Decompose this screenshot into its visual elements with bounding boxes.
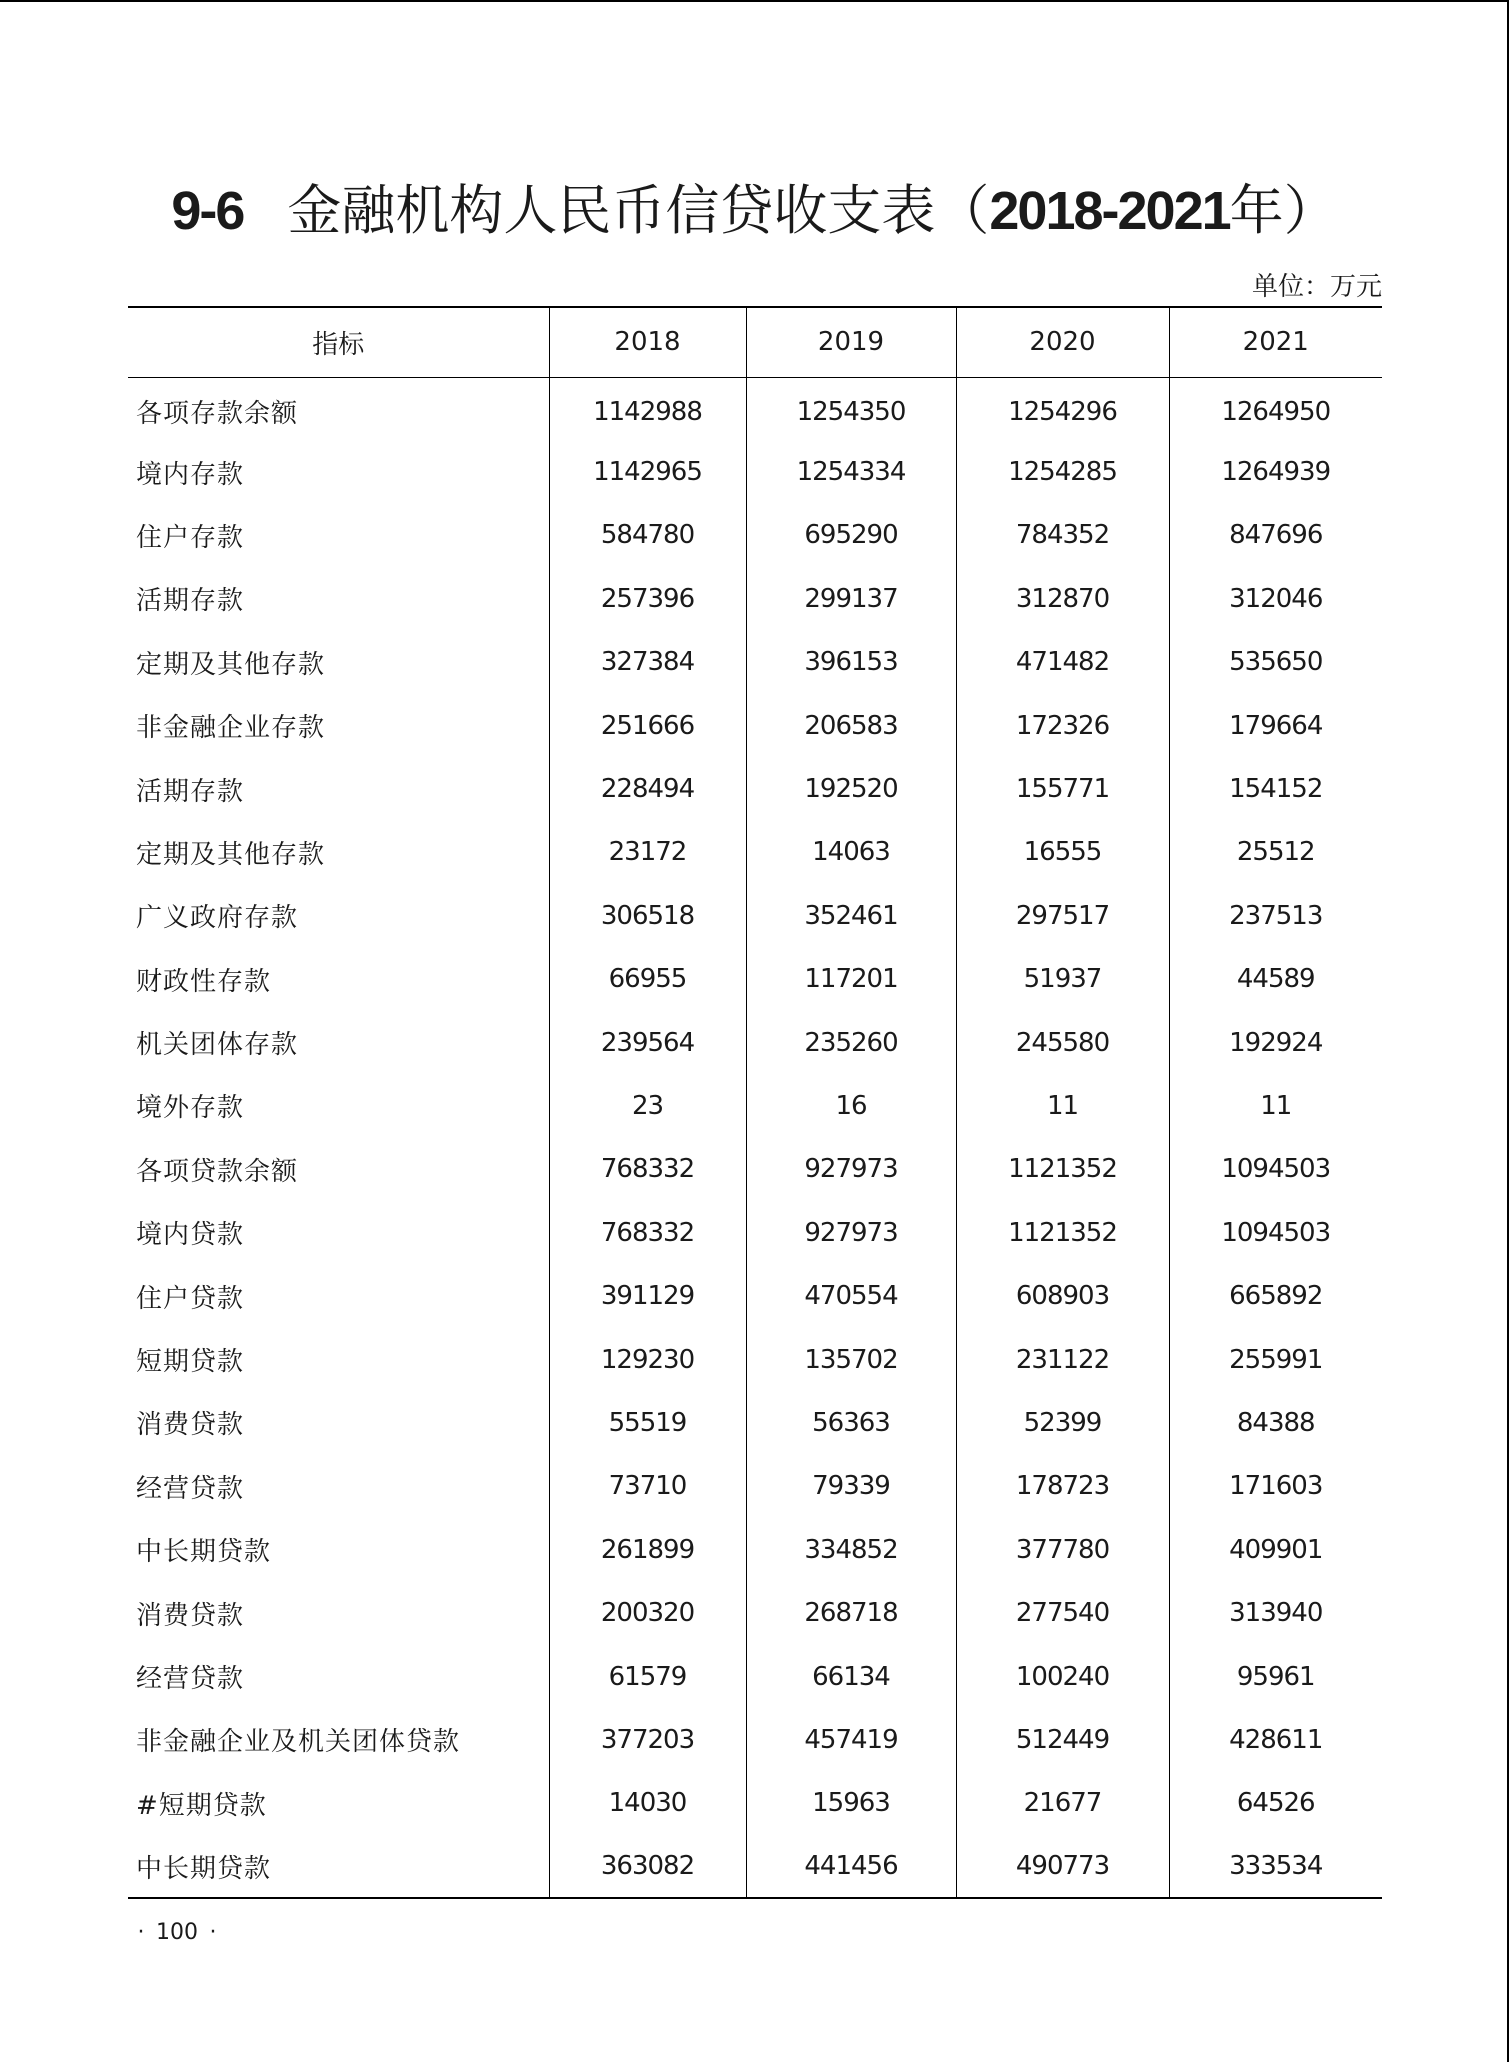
row-label: 定期及其他存款 <box>136 649 326 680</box>
table-number: 9-6 <box>171 181 244 241</box>
row-value-2021: 428611 <box>1169 1708 1382 1771</box>
table-row <box>128 377 1382 440</box>
row-value-2021: 535650 <box>1169 631 1382 694</box>
row-value-2018: 257396 <box>549 567 746 630</box>
row-value-2020: 512449 <box>956 1708 1169 1771</box>
row-value-2021: 84388 <box>1169 1391 1382 1454</box>
row-label: 广义政府存款 <box>136 903 299 934</box>
table-row <box>128 1264 1382 1327</box>
header-row <box>128 307 1382 377</box>
row-value-2019: 470554 <box>746 1264 956 1327</box>
row-value-2018: 129230 <box>549 1328 746 1391</box>
table-row <box>128 1581 1382 1644</box>
row-label: 财政性存款 <box>136 966 272 997</box>
row-value-2019: 192520 <box>746 757 956 820</box>
row-label: 住户贷款 <box>136 1283 245 1314</box>
row-label: 境外存款 <box>136 1093 245 1124</box>
row-value-2020: 1121352 <box>956 1138 1169 1201</box>
row-value-2019: 235260 <box>746 1011 956 1074</box>
row-value-2020: 1121352 <box>956 1201 1169 1264</box>
footer-dot-right: · <box>209 1920 217 1945</box>
header-indicator: 指标 <box>128 307 549 377</box>
table-row <box>128 884 1382 947</box>
row-label: 经营贷款 <box>136 1664 245 1694</box>
row-value-2020: 297517 <box>956 884 1169 947</box>
row-value-2021: 1094503 <box>1169 1201 1382 1264</box>
row-value-2018: 306518 <box>549 884 746 947</box>
row-value-2018: 55519 <box>549 1391 746 1454</box>
title-text: 金融机构人民币信贷收支表（ <box>287 179 990 242</box>
table-row <box>128 1772 1382 1835</box>
row-value-2020: 245580 <box>956 1011 1169 1074</box>
row-value-2020: 377780 <box>956 1518 1169 1581</box>
row-value-2021: 665892 <box>1169 1264 1382 1327</box>
row-value-2021: 1094503 <box>1169 1138 1382 1201</box>
row-value-2020: 100240 <box>956 1645 1169 1708</box>
table-row <box>128 1645 1382 1708</box>
row-value-2019: 334852 <box>746 1518 956 1581</box>
row-label: 经营贷款 <box>136 1473 245 1504</box>
page-number: 100 <box>156 1920 198 1945</box>
row-value-2019: 268718 <box>746 1581 956 1644</box>
row-label: 消费贷款 <box>136 1600 245 1631</box>
row-value-2021: 44589 <box>1169 948 1382 1011</box>
title-years: 2018-2021 <box>989 181 1230 241</box>
row-value-2020: 21677 <box>956 1772 1169 1835</box>
row-value-2019: 1254334 <box>746 440 956 503</box>
row-value-2018: 66955 <box>549 948 746 1011</box>
row-value-2020: 172326 <box>956 694 1169 757</box>
row-value-2021: 409901 <box>1169 1518 1382 1581</box>
row-label: 各项贷款余额 <box>136 1156 299 1187</box>
table-row <box>128 504 1382 567</box>
row-value-2021: 171603 <box>1169 1455 1382 1518</box>
table-row <box>128 948 1382 1011</box>
table-row <box>128 567 1382 630</box>
unit-label: 单位：万元 <box>1251 272 1382 302</box>
row-value-2019: 441456 <box>746 1835 956 1898</box>
row-value-2018: 363082 <box>549 1835 746 1898</box>
row-value-2018: 200320 <box>549 1581 746 1644</box>
row-value-2021: 1264939 <box>1169 440 1382 503</box>
row-value-2021: 192924 <box>1169 1011 1382 1074</box>
row-value-2018: 768332 <box>549 1138 746 1201</box>
row-label: 中长期贷款 <box>136 1537 272 1568</box>
row-value-2018: 251666 <box>549 694 746 757</box>
page-footer <box>126 1918 228 1948</box>
row-value-2019: 135702 <box>746 1328 956 1391</box>
row-value-2020: 155771 <box>956 757 1169 820</box>
row-value-2018: 768332 <box>549 1201 746 1264</box>
row-value-2019: 15963 <box>746 1772 956 1835</box>
header-year-2020: 2020 <box>956 307 1169 377</box>
row-label: 定期及其他存款 <box>136 839 326 870</box>
table-row <box>128 821 1382 884</box>
row-label: 非金融企业及机关团体贷款 <box>136 1727 461 1758</box>
header-year-2018: 2018 <box>549 307 746 377</box>
row-value-2018: 377203 <box>549 1708 746 1771</box>
row-value-2020: 1254296 <box>956 377 1169 440</box>
row-value-2020: 51937 <box>956 948 1169 1011</box>
row-value-2018: 391129 <box>549 1264 746 1327</box>
row-value-2021: 255991 <box>1169 1328 1382 1391</box>
row-value-2021: 847696 <box>1169 504 1382 567</box>
row-value-2018: 23 <box>549 1074 746 1137</box>
row-value-2019: 14063 <box>746 821 956 884</box>
row-value-2021: 179664 <box>1169 694 1382 757</box>
row-value-2020: 277540 <box>956 1581 1169 1644</box>
row-label: 境内存款 <box>136 459 245 490</box>
row-value-2020: 312870 <box>956 567 1169 630</box>
row-value-2019: 117201 <box>746 948 956 1011</box>
footer-dot-left: · <box>137 1920 145 1945</box>
header-year-2021: 2021 <box>1169 307 1382 377</box>
row-value-2019: 927973 <box>746 1201 956 1264</box>
row-value-2021: 25512 <box>1169 821 1382 884</box>
row-value-2020: 1254285 <box>956 440 1169 503</box>
table-row <box>128 1074 1382 1137</box>
row-value-2021: 154152 <box>1169 757 1382 820</box>
row-value-2018: 14030 <box>549 1772 746 1835</box>
table-row <box>128 1328 1382 1391</box>
row-value-2019: 1254350 <box>746 377 956 440</box>
row-label: 消费贷款 <box>136 1410 245 1441</box>
table-row <box>128 1138 1382 1201</box>
row-value-2019: 352461 <box>746 884 956 947</box>
row-label: 各项存款余额 <box>136 399 299 430</box>
row-label: 活期存款 <box>136 586 245 617</box>
row-value-2018: 228494 <box>549 757 746 820</box>
page-border-top <box>0 0 1509 2</box>
row-value-2020: 11 <box>956 1074 1169 1137</box>
row-value-2018: 61579 <box>549 1645 746 1708</box>
row-value-2019: 457419 <box>746 1708 956 1771</box>
row-value-2020: 16555 <box>956 821 1169 884</box>
credit-table <box>128 306 1382 1899</box>
row-value-2018: 23172 <box>549 821 746 884</box>
row-label: 活期存款 <box>136 776 245 807</box>
row-value-2021: 11 <box>1169 1074 1382 1137</box>
row-label: 机关团体存款 <box>136 1030 299 1061</box>
row-value-2018: 584780 <box>549 504 746 567</box>
table-body <box>128 377 1382 1898</box>
table-row <box>128 757 1382 820</box>
row-value-2021: 333534 <box>1169 1835 1382 1898</box>
row-label: 中长期贷款 <box>128 1835 549 1898</box>
row-label: 非金融企业存款 <box>136 713 326 744</box>
row-value-2018: 73710 <box>549 1455 746 1518</box>
title-suffix: 年） <box>1229 179 1338 242</box>
row-value-2020: 608903 <box>956 1264 1169 1327</box>
row-value-2018: 261899 <box>549 1518 746 1581</box>
row-value-2021: 313940 <box>1169 1581 1382 1644</box>
table-row <box>128 1391 1382 1454</box>
row-value-2020: 231122 <box>956 1328 1169 1391</box>
table-row <box>128 1835 1382 1898</box>
table-row <box>128 440 1382 503</box>
table-row <box>128 631 1382 694</box>
table-row <box>128 1708 1382 1771</box>
row-value-2020: 784352 <box>956 504 1169 567</box>
header-year-2019: 2019 <box>746 307 956 377</box>
row-value-2021: 1264950 <box>1169 377 1382 440</box>
row-value-2018: 1142965 <box>549 440 746 503</box>
page-title <box>0 178 1509 244</box>
row-value-2020: 178723 <box>956 1455 1169 1518</box>
row-value-2019: 396153 <box>746 631 956 694</box>
row-value-2018: 327384 <box>549 631 746 694</box>
row-value-2020: 52399 <box>956 1391 1169 1454</box>
table-row <box>128 1201 1382 1264</box>
row-value-2019: 695290 <box>746 504 956 567</box>
row-label: #短期贷款 <box>136 1790 267 1821</box>
row-value-2019: 927973 <box>746 1138 956 1201</box>
row-value-2019: 56363 <box>746 1391 956 1454</box>
table-header <box>128 307 1382 377</box>
row-value-2021: 312046 <box>1169 567 1382 630</box>
row-label: 境内贷款 <box>136 1220 245 1251</box>
row-value-2019: 79339 <box>746 1455 956 1518</box>
row-value-2021: 237513 <box>1169 884 1382 947</box>
table-row <box>128 694 1382 757</box>
row-value-2018: 1142988 <box>549 377 746 440</box>
row-value-2021: 64526 <box>1169 1772 1382 1835</box>
row-label: 住户存款 <box>136 522 245 553</box>
row-value-2019: 16 <box>746 1074 956 1137</box>
row-value-2018: 239564 <box>549 1011 746 1074</box>
row-value-2020: 490773 <box>956 1835 1169 1898</box>
table-row <box>128 1455 1382 1518</box>
row-value-2019: 206583 <box>746 694 956 757</box>
row-value-2021: 95961 <box>1169 1645 1382 1708</box>
table-row <box>128 1518 1382 1581</box>
row-value-2020: 471482 <box>956 631 1169 694</box>
row-label: 短期贷款 <box>136 1347 245 1378</box>
row-value-2019: 299137 <box>746 567 956 630</box>
table-row <box>128 1011 1382 1074</box>
row-value-2019: 66134 <box>746 1645 956 1708</box>
